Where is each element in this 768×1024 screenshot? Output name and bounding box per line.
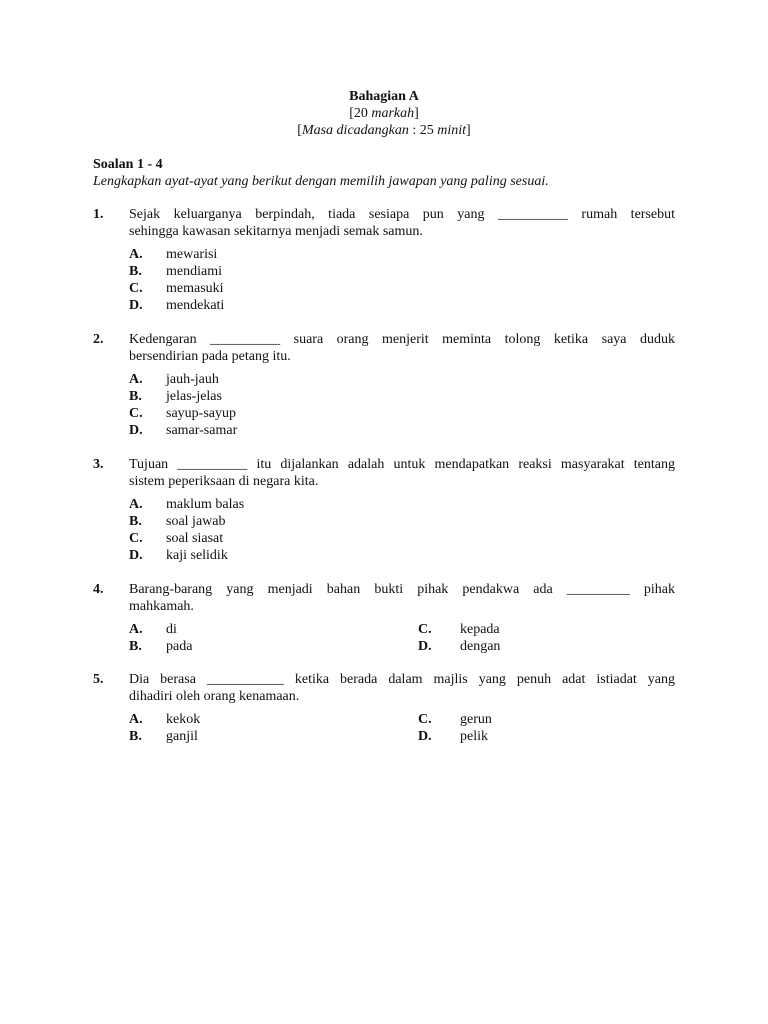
option-letter: B.	[129, 639, 142, 654]
time-rest: : 25	[408, 123, 438, 138]
option-d[interactable]	[129, 547, 675, 564]
marks-line	[0, 105, 768, 122]
question-1	[93, 206, 675, 314]
question-number: 3.	[93, 457, 104, 472]
question-text-line1: Dia berasa ___________ ketika berada dalam majlis yang penuh adat istiadat yang	[129, 672, 675, 687]
option-text: kekok	[166, 712, 201, 727]
question-number: 4.	[93, 582, 104, 597]
marks-open: [20	[349, 106, 372, 121]
option-text: mewarisi	[166, 247, 218, 262]
option-b[interactable]	[129, 388, 675, 405]
option-c[interactable]	[418, 711, 492, 728]
option-letter: D.	[129, 423, 143, 438]
option-column-right	[418, 621, 500, 655]
option-letter: B.	[129, 389, 142, 404]
question-text-line2: sistem peperiksaan di negara kita.	[129, 474, 319, 489]
option-text: dengan	[460, 639, 501, 654]
option-text: soal siasat	[166, 531, 224, 546]
option-text: sayup-sayup	[166, 406, 236, 421]
question-instruction: Lengkapkan ayat-ayat yang berikut dengan memilih jawapan yang paling sesuai.	[93, 174, 549, 189]
option-text: pada	[166, 639, 193, 654]
option-c[interactable]	[129, 280, 675, 297]
option-letter: C.	[129, 281, 143, 296]
option-letter: B.	[129, 729, 142, 744]
option-letter: D.	[129, 548, 143, 563]
option-d[interactable]	[129, 422, 675, 439]
question-text-line1: Tujuan __________ itu dijalankan adalah untuk mendapatkan reaksi masyarakat tentang	[129, 457, 675, 472]
option-a[interactable]	[129, 246, 675, 263]
option-letter: D.	[418, 639, 432, 654]
option-grid	[129, 621, 675, 655]
option-text: mendiami	[166, 264, 222, 279]
question-text-line2: mahkamah.	[129, 599, 194, 614]
option-list	[129, 371, 675, 439]
option-letter: A.	[129, 247, 143, 262]
question-4	[93, 581, 675, 655]
option-column-right	[418, 711, 492, 745]
option-text: maklum balas	[166, 497, 245, 512]
option-text: pelik	[460, 729, 488, 744]
question-text-line2: bersendirian pada petang itu.	[129, 349, 291, 364]
option-grid	[129, 711, 675, 745]
time-word: Masa dicadangkan	[301, 123, 409, 138]
time-open: [	[297, 123, 302, 138]
option-column-left	[129, 621, 192, 655]
option-text: gerun	[460, 712, 492, 727]
option-letter: D.	[129, 298, 143, 313]
question-5	[93, 671, 675, 745]
section-title: Bahagian A	[349, 89, 419, 104]
question-number: 1.	[93, 207, 104, 222]
option-text: kaji selidik	[166, 548, 228, 563]
option-text: mendekati	[166, 298, 225, 313]
question-text-line1: Barang-barang yang menjadi bahan bukti pihak pendakwa ada _________ pihak	[129, 582, 675, 597]
question-text-line1: Kedengaran __________ suara orang menjerit meminta tolong ketika saya duduk	[129, 332, 675, 347]
option-list	[129, 246, 675, 314]
option-b[interactable]	[129, 263, 675, 280]
option-text: di	[166, 622, 177, 637]
question-3	[93, 456, 675, 564]
option-b[interactable]	[129, 638, 192, 655]
question-text-line1: Sejak keluarganya berpindah, tiada sesiapa pun yang __________ rumah tersebut	[129, 207, 675, 222]
question-number: 5.	[93, 672, 104, 687]
option-b[interactable]	[129, 513, 675, 530]
option-a[interactable]	[129, 371, 675, 388]
option-text: samar-samar	[166, 423, 238, 438]
option-a[interactable]	[129, 496, 675, 513]
option-letter: D.	[418, 729, 432, 744]
option-b[interactable]	[129, 728, 200, 745]
option-c[interactable]	[129, 405, 675, 422]
option-letter: C.	[418, 712, 432, 727]
question-text-line2: dihadiri oleh orang kenamaan.	[129, 689, 300, 704]
option-text: ganjil	[166, 729, 198, 744]
option-letter: A.	[129, 372, 143, 387]
time-close: ]	[466, 123, 471, 138]
option-column-left	[129, 711, 200, 745]
option-text: kepada	[460, 622, 500, 637]
option-letter: C.	[129, 531, 143, 546]
option-letter: A.	[129, 712, 143, 727]
option-letter: A.	[129, 497, 143, 512]
marks-close: ]	[414, 106, 419, 121]
option-c[interactable]	[129, 530, 675, 547]
time-line	[0, 122, 768, 139]
question-group-label: Soalan 1 - 4	[93, 157, 163, 172]
option-text: jauh-jauh	[166, 372, 219, 387]
section-header	[0, 88, 768, 139]
option-letter: C.	[129, 406, 143, 421]
option-d[interactable]	[129, 297, 675, 314]
time-unit: minit	[437, 123, 467, 138]
option-letter: B.	[129, 514, 142, 529]
question-group-heading	[93, 156, 549, 190]
option-a[interactable]	[129, 711, 200, 728]
option-text: soal jawab	[166, 514, 226, 529]
option-text: memasuki	[166, 281, 224, 296]
option-list	[129, 496, 675, 564]
option-text: jelas-jelas	[166, 389, 222, 404]
option-c[interactable]	[418, 621, 500, 638]
option-letter: A.	[129, 622, 143, 637]
option-a[interactable]	[129, 621, 192, 638]
question-text-line2: sehingga kawasan sekitarnya menjadi semak samun.	[129, 224, 423, 239]
option-letter: C.	[418, 622, 432, 637]
option-letter: B.	[129, 264, 142, 279]
question-number: 2.	[93, 332, 104, 347]
question-2	[93, 331, 675, 439]
option-d[interactable]	[418, 638, 500, 655]
marks-word: markah	[371, 106, 415, 121]
option-d[interactable]	[418, 728, 492, 745]
